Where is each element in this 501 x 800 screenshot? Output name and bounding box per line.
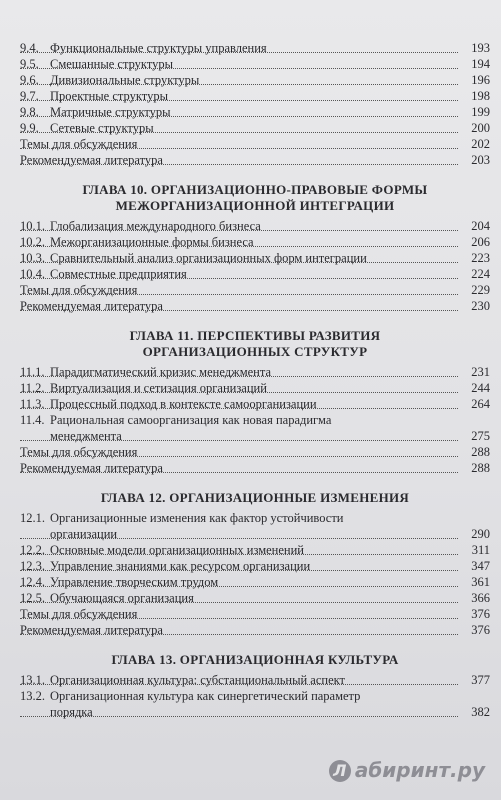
chapter-heading-line: ГЛАВА 11. ПЕРСПЕКТИВЫ РАЗВИТИЯ (129, 328, 381, 343)
toc-entry (20, 510, 490, 542)
page-number: 229 (471, 283, 490, 297)
page-number: 223 (471, 251, 490, 265)
page-number: 231 (471, 365, 490, 379)
section-title: Функциональные структуры управления (50, 41, 267, 55)
watermark-text: абиринт.ру (354, 757, 485, 782)
labirint-watermark (329, 758, 485, 783)
section-title: Темы для обсуждения (20, 283, 138, 297)
section-title: Организационная культура как синергетический параметр (50, 689, 361, 703)
page-number: 311 (471, 543, 490, 557)
section-title: Совместные предприятия (50, 267, 187, 281)
section-number: 9.9. (20, 121, 39, 135)
toc-entry (20, 40, 490, 56)
section-title: Дивизиональные структуры (50, 73, 200, 87)
page-number: 275 (471, 429, 490, 443)
section-number: 9.7. (20, 89, 39, 103)
chapter-heading (20, 490, 490, 506)
chapter-heading (20, 652, 490, 668)
toc-entry (20, 266, 490, 282)
section-title-continued: организации (50, 527, 118, 541)
section-title: Рекомендуемая литература (20, 299, 163, 313)
section-title: Процессный подход в контексте самоорганизации (50, 397, 317, 411)
page-number: 377 (471, 673, 490, 687)
page-number: 264 (471, 397, 490, 411)
chapter-heading-line: ОРГАНИЗАЦИОННЫХ СТРУКТУР (142, 344, 368, 359)
toc-entry (20, 136, 490, 152)
section-number: 10.4. (20, 267, 45, 281)
section-number: 9.5. (20, 57, 39, 71)
page-number: 194 (471, 57, 490, 71)
section-title: Темы для обсуждения (20, 137, 138, 151)
toc-entry (20, 56, 490, 72)
section-number: 9.6. (20, 73, 39, 87)
chapter-heading-line: ГЛАВА 13. ОРГАНИЗАЦИОННАЯ КУЛЬТУРА (111, 652, 399, 667)
page-number: 203 (471, 153, 490, 167)
toc-entry (20, 444, 490, 460)
section-title: Управление знаниями как ресурсом организации (50, 559, 311, 573)
toc-entry (20, 234, 490, 250)
section-number: 12.4. (20, 575, 45, 589)
section-title: Рекомендуемая литература (20, 461, 163, 475)
section-title: Межорганизационные формы бизнеса (50, 235, 254, 249)
section-number: 11.3. (20, 397, 45, 411)
section-number: 11.2. (20, 381, 45, 395)
section-number: 10.1. (20, 219, 45, 233)
page-number: 382 (471, 705, 490, 719)
toc-entry (20, 460, 490, 476)
section-title: Рациональная самоорганизация как новая парадигма (50, 413, 332, 427)
page-number: 199 (471, 105, 490, 119)
table-of-contents (20, 40, 490, 720)
section-title: Виртуализация и сетизация организаций (50, 381, 267, 395)
chapter-heading (20, 182, 490, 214)
page-number: 376 (471, 607, 490, 621)
section-title: Сравнительный анализ организационных форм интеграции (50, 251, 367, 265)
section-number: 13.1. (20, 673, 45, 687)
section-number: 11.4. (20, 413, 45, 427)
chapter-heading (20, 328, 490, 360)
page-number: 290 (471, 527, 490, 541)
page-number: 198 (471, 89, 490, 103)
chapter-heading-line: ГЛАВА 12. ОРГАНИЗАЦИОННЫЕ ИЗМЕНЕНИЯ (100, 490, 410, 505)
toc-entry (20, 622, 490, 638)
labirint-logo-icon: Л (329, 760, 351, 782)
toc-entry (20, 590, 490, 606)
toc-entry (20, 542, 490, 558)
toc-entry (20, 396, 490, 412)
toc-entry (20, 606, 490, 622)
toc-entry (20, 574, 490, 590)
toc-entry (20, 152, 490, 168)
section-title-continued: порядка (50, 705, 93, 719)
toc-entry (20, 218, 490, 234)
section-number: 13.2. (20, 689, 45, 703)
section-title: Организационная культура: субстанциональный аспект (50, 673, 346, 687)
toc-entry (20, 250, 490, 266)
page-number: 224 (471, 267, 490, 281)
section-title: Парадигматический кризис менеджмента (50, 365, 272, 379)
section-number: 12.3. (20, 559, 45, 573)
section-number: 12.2. (20, 543, 45, 557)
page-number: 196 (471, 73, 490, 87)
section-title: Проектные структуры (50, 89, 168, 103)
section-title: Рекомендуемая литература (20, 153, 163, 167)
toc-entry (20, 104, 490, 120)
section-number: 9.4. (20, 41, 39, 55)
section-title: Смешанные структуры (50, 57, 174, 71)
page-number: 288 (471, 445, 490, 459)
page-number: 244 (471, 381, 490, 395)
section-number: 9.8. (20, 105, 39, 119)
page-number: 206 (471, 235, 490, 249)
page-number: 204 (471, 219, 490, 233)
toc-entry (20, 120, 490, 136)
toc-entry (20, 298, 490, 314)
section-title: Организационные изменения как фактор устойчивости (50, 511, 344, 525)
page-number: 347 (471, 559, 490, 573)
toc-entry (20, 364, 490, 380)
section-number: 12.1. (20, 511, 45, 525)
section-title: Рекомендуемая литература (20, 623, 163, 637)
chapter-heading-line: МЕЖОРГАНИЗАЦИОННОЙ ИНТЕГРАЦИИ (115, 198, 395, 213)
section-number: 12.5. (20, 591, 45, 605)
section-title: Обучающаяся организация (50, 591, 194, 605)
section-number: 10.2. (20, 235, 45, 249)
toc-entry (20, 672, 490, 688)
toc-entry (20, 88, 490, 104)
section-number: 10.3. (20, 251, 45, 265)
toc-entry (20, 412, 490, 444)
page-number: 200 (471, 121, 490, 135)
chapter-heading-line: ГЛАВА 10. ОРГАНИЗАЦИОННО-ПРАВОВЫЕ ФОРМЫ (82, 182, 428, 197)
toc-entry (20, 380, 490, 396)
page-number: 361 (471, 575, 490, 589)
page-number: 230 (471, 299, 490, 313)
section-title: Глобализация международного бизнеса (50, 219, 261, 233)
toc-entry (20, 282, 490, 298)
page-number: 288 (471, 461, 490, 475)
section-title: Темы для обсуждения (20, 607, 138, 621)
section-title-continued: менеджмента (50, 429, 122, 443)
section-title: Управление творческим трудом (50, 575, 219, 589)
toc-entry (20, 558, 490, 574)
page-number: 366 (471, 591, 490, 605)
section-title: Темы для обсуждения (20, 445, 138, 459)
page-number: 376 (471, 623, 490, 637)
toc-entry (20, 688, 490, 720)
section-title: Матричные структуры (50, 105, 171, 119)
section-title: Основные модели организационных изменений (50, 543, 304, 557)
page-number: 193 (471, 41, 490, 55)
page-number: 202 (471, 137, 490, 151)
section-title: Сетевые структуры (50, 121, 154, 135)
toc-entry (20, 72, 490, 88)
section-number: 11.1. (20, 365, 45, 379)
